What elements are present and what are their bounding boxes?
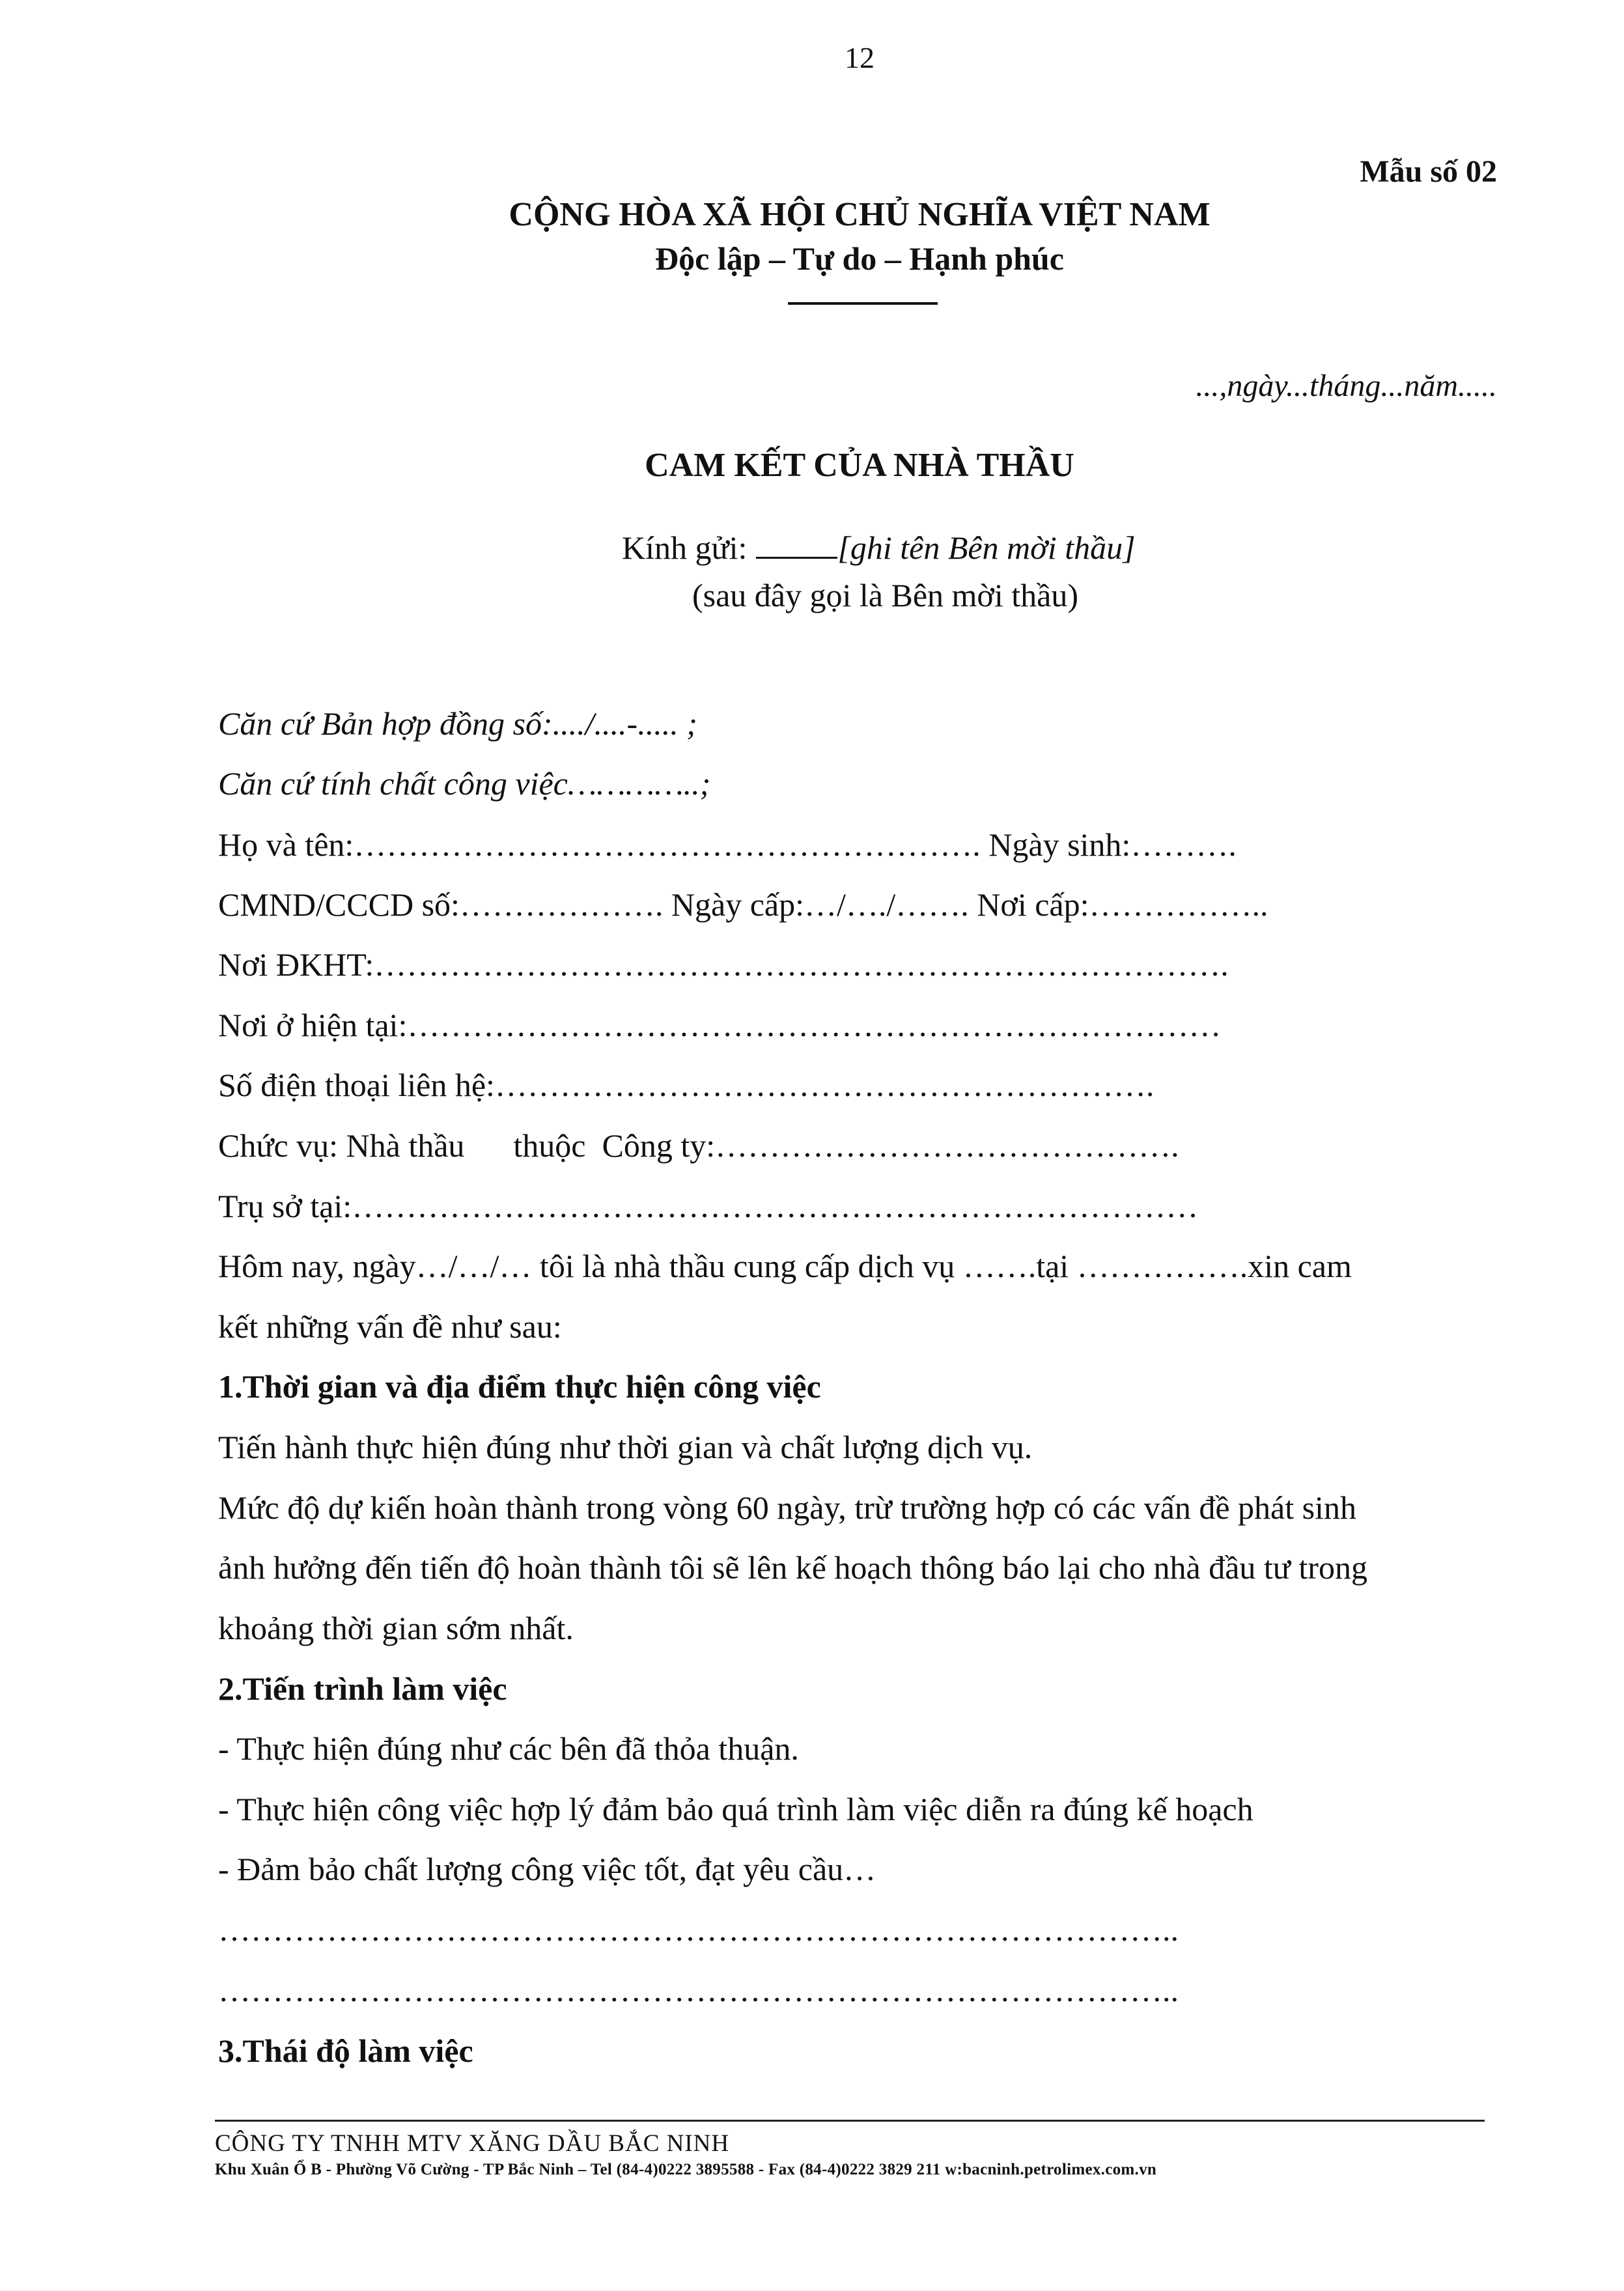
field-phone: Số điện thoại liên hệ:……………………………………………………. [218,1067,1155,1103]
basis-contract: Căn cứ Bản hợp đồng số:..../....-..... ; [218,705,697,742]
section-2-line: - Đảm bảo chất lượng công việc tốt, đạt yêu cầu… [218,1851,876,1887]
field-position: Chức vụ: Nhà thầu thuộc Công ty:……………………………………. [218,1127,1179,1164]
recipient-line [622,529,1136,567]
national-title: CỘNG HÒA XÃ HỘI CHỦ NGHĨA VIỆT NAM [509,196,1211,233]
header-underline [788,302,938,305]
section-2-dotted-line: …………………………………………………………………………….. [218,1972,1179,2008]
commitment-intro-cont: kết những vấn đề như sau: [218,1308,562,1345]
section-heading-3: 3.Thái độ làm việc [218,2032,473,2069]
basis-work-nature: Căn cứ tính chất công việc…………..; [218,765,711,802]
section-1-line: ảnh hưởng đến tiến độ hoàn thành tôi sẽ lên kế hoạch thông báo lại cho nhà đầu tư trong [218,1549,1367,1586]
recipient-blank [756,531,837,559]
field-current-address: Nơi ở hiện tại:………………………………………………………………… [218,1007,1222,1043]
section-2-dotted-line: …………………………………………………………………………….. [218,1911,1179,1948]
recipient-placeholder: [ghi tên Bên mời thầu] [837,529,1136,566]
footer-divider [215,2120,1485,2122]
field-id-number: CMND/CCCD số:………………. Ngày cấp:…/…./……. Nơi cấp:…………….. [218,886,1268,923]
section-1-line: Tiến hành thực hiện đúng như thời gian và chất lượng dịch vụ. [218,1429,1033,1465]
section-2-line: - Thực hiện công việc hợp lý đảm bảo quá trình làm việc diễn ra đúng kế hoạch [218,1791,1253,1827]
footer-address: Khu Xuân Ổ B - Phường Võ Cường - TP Bắc Ninh – Tel (84-4)0222 3895588 - Fax (84-4)0222 3829 211 w:bacninh.petrolimex.com.vn [215,2161,1157,2178]
field-full-name: Họ và tên:…………………………………………………. Ngày sinh:………. [218,826,1237,863]
section-1-line: Mức độ dự kiến hoàn thành trong vòng 60 ngày, trừ trường hợp có các vấn đề phát sinh [218,1489,1356,1526]
section-heading-2: 2.Tiến trình làm việc [218,1670,507,1707]
national-motto: Độc lập – Tự do – Hạnh phúc [655,240,1064,277]
footer-company: CÔNG TY TNHH MTV XĂNG DẦU BẮC NINH [215,2130,730,2157]
section-2-line: - Thực hiện đúng như các bên đã thỏa thuận. [218,1730,799,1767]
section-1-line: khoảng thời gian sớm nhất. [218,1610,574,1646]
form-number: Mẫu số 02 [1360,154,1497,189]
date-line: ...,ngày...tháng...năm..... [1196,369,1497,403]
commitment-intro: Hôm nay, ngày…/…/… tôi là nhà thầu cung cấp dịch vụ …….tại …………….xin cam [218,1248,1352,1284]
page-number: 12 [845,41,875,74]
field-headquarters: Trụ sở tại:…………………………………………………………………… [218,1188,1199,1224]
recipient-label: Kính gửi: [622,529,748,566]
field-registered-address: Nơi ĐKHT:……………………………………………………………………. [218,946,1229,983]
section-heading-1: 1.Thời gian và địa điểm thực hiện công việc [218,1368,821,1405]
recipient-subtitle: (sau đây gọi là Bên mời thầu) [692,577,1078,613]
document-title: CAM KẾT CỦA NHÀ THẦU [645,447,1074,484]
